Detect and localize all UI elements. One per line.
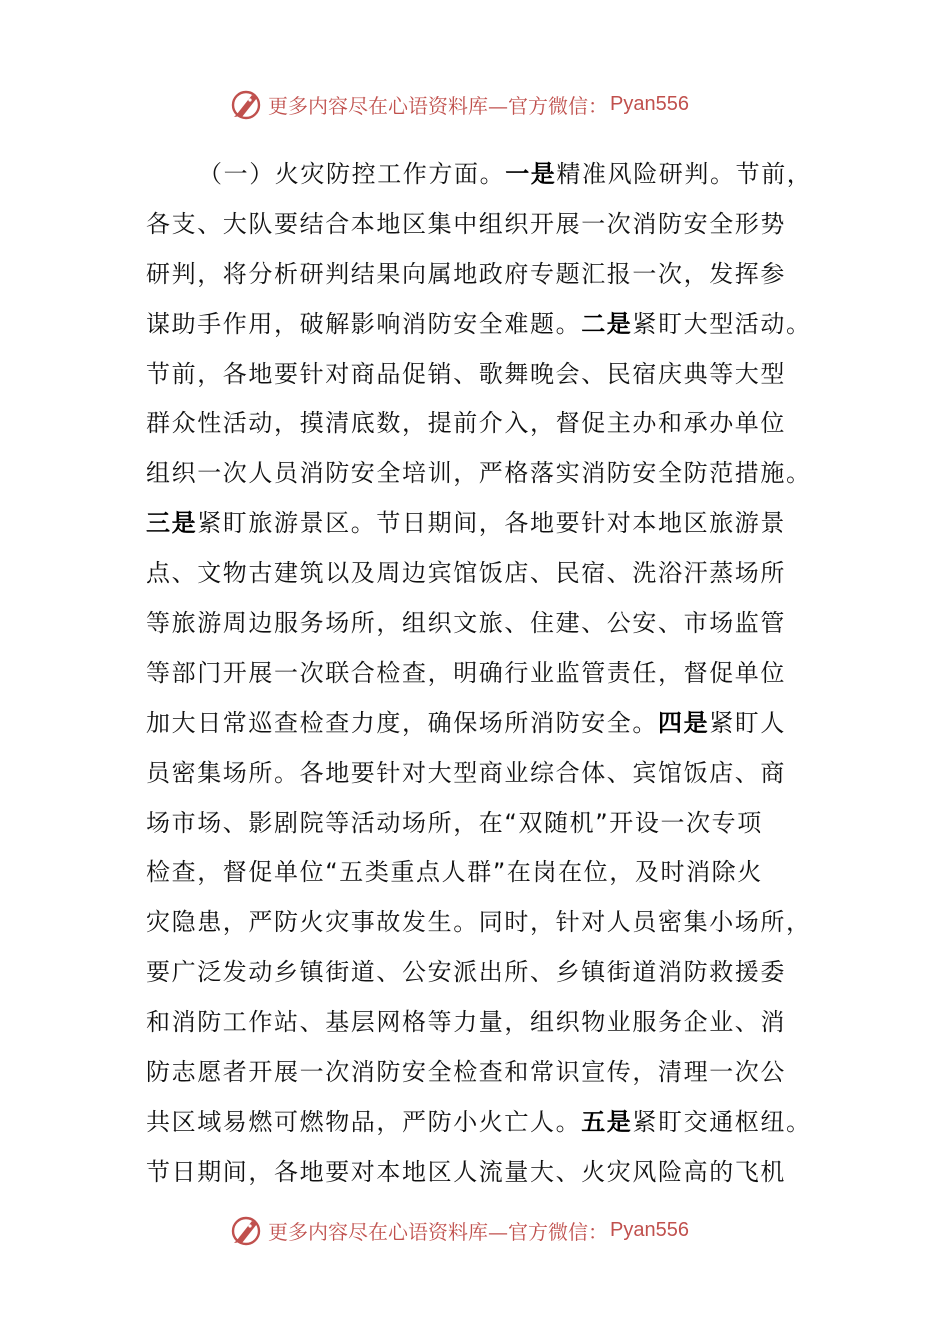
header-watermark <box>228 84 689 124</box>
text-line <box>146 250 806 300</box>
text-run: 精准风险研判。节前， <box>556 160 813 188</box>
text-run: 点、文物古建筑以及周边宾馆饭店、民宿、洗浴汗蒸场所 <box>146 559 786 588</box>
text-line <box>146 150 813 200</box>
text-run: 节日期间，各地要对本地区人流量大、火灾风险高的飞机 <box>146 1157 786 1186</box>
pen-nib-icon <box>228 1212 264 1248</box>
text-line <box>146 1148 806 1198</box>
text-line <box>146 649 806 699</box>
text-line <box>146 699 806 749</box>
text-run: 等旅游周边服务场所，组织文旅、住建、公安、市场监管 <box>146 609 786 638</box>
text-line <box>146 848 806 898</box>
watermark-id: Pyan556 <box>610 92 689 115</box>
text-run: 和消防工作站、基层网格等力量，组织物业服务企业、消 <box>146 1008 786 1037</box>
text-line <box>146 200 806 250</box>
text-run: 紧盯旅游景区。节日期间，各地要针对本地区旅游景 <box>197 509 787 538</box>
text-line <box>146 998 806 1048</box>
text-line <box>146 350 806 400</box>
text-run: 灾隐患，严防火灾事故发生。同时，针对人员密集小场所， <box>146 908 812 937</box>
text-line <box>146 799 806 849</box>
text-line <box>146 749 806 799</box>
text-line <box>146 499 806 549</box>
text-run: 检查，督促单位“五类重点人群”在岗在位，及时消除火 <box>146 858 763 887</box>
text-run: 防志愿者开展一次消防安全检查和常识宣传，清理一次公 <box>146 1058 786 1087</box>
watermark-text: 更多内容尽在心语资料库—官方微信： <box>268 93 608 118</box>
bold-ordinal: 三是 <box>146 509 198 538</box>
text-run: 紧盯大型活动。 <box>632 309 812 338</box>
bold-ordinal: 二是 <box>581 309 633 338</box>
watermark-text: 更多内容尽在心语资料库—官方微信： <box>268 1219 608 1244</box>
text-line <box>146 449 812 499</box>
text-run: 要广泛发动乡镇街道、公安派出所、乡镇街道消防救援委 <box>146 958 786 987</box>
watermark-id: Pyan556 <box>610 1218 689 1241</box>
text-run: （一）火灾防控工作方面。 <box>198 160 506 188</box>
pen-nib-icon <box>228 86 264 122</box>
bold-ordinal: 一是 <box>505 160 557 188</box>
bold-ordinal: 四是 <box>658 708 710 737</box>
text-run: 谋助手作用，破解影响消防安全难题。 <box>146 309 582 338</box>
text-line <box>146 898 812 948</box>
text-line <box>146 948 806 998</box>
text-run: 等部门开展一次联合检查，明确行业监管责任，督促单位 <box>146 658 786 687</box>
text-run: 共区域易燃可燃物品，严防小火亡人。 <box>146 1107 582 1136</box>
text-line <box>146 1098 812 1148</box>
text-line <box>146 599 806 649</box>
text-run: 紧盯交通枢纽。 <box>632 1107 812 1136</box>
bold-ordinal: 五是 <box>581 1107 633 1136</box>
text-line <box>146 300 812 350</box>
text-run: 场市场、影剧院等活动场所，在“双随机”开设一次专项 <box>146 808 763 837</box>
text-run: 加大日常巡查检查力度，确保场所消防安全。 <box>146 708 658 737</box>
text-line <box>146 1048 806 1098</box>
text-line <box>146 399 806 449</box>
text-run: 群众性活动，摸清底数，提前介入，督促主办和承办单位 <box>146 409 786 438</box>
text-line <box>146 549 806 599</box>
footer-watermark <box>228 1210 689 1250</box>
text-run: 节前，各地要针对商品促销、歌舞晚会、民宿庆典等大型 <box>146 359 786 388</box>
text-run: 员密集场所。各地要针对大型商业综合体、宾馆饭店、商 <box>146 758 786 787</box>
text-run: 研判，将分析研判结果向属地政府专题汇报一次，发挥参 <box>146 259 786 288</box>
text-run: 紧盯人 <box>709 708 787 737</box>
text-run: 各支、大队要结合本地区集中组织开展一次消防安全形势 <box>146 209 786 238</box>
text-run: 组织一次人员消防安全培训，严格落实消防安全防范措施。 <box>146 459 812 488</box>
body-paragraph <box>146 150 813 1198</box>
